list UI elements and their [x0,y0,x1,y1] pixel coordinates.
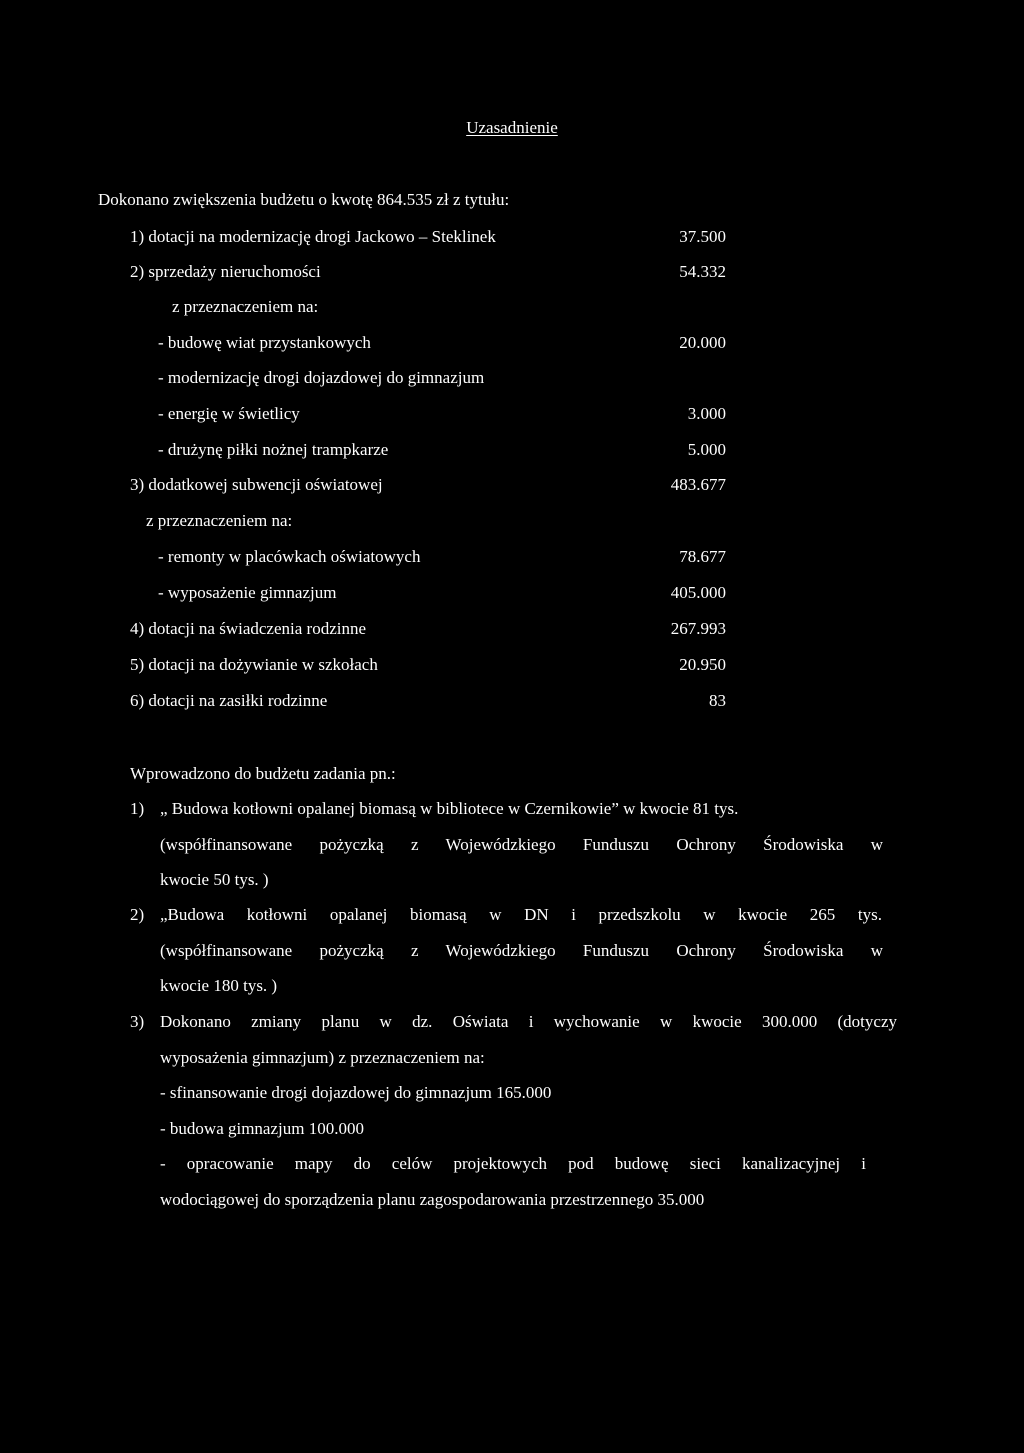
income-item-2-sub-3-amount: 3.000 [687,404,726,423]
income-item-4-label: 4) dotacji na świadczenia rodzinne [130,619,367,638]
intro-text: Dokonano zwiększenia budżetu o kwotę 864.535 zł z tytułu: [98,190,510,209]
document-title: Uzasadnienie [466,118,558,137]
income-item-2-sub-1-label: - budowę wiat przystankowych [158,333,371,352]
income-item-3-sub-1-label: - remonty w placówkach oświatowych [158,547,421,566]
task-3-number: 3) [130,1012,145,1031]
income-item-2-sub-1-amount: 20.000 [679,333,726,352]
income-item-2-sub-4-amount: 5.000 [687,440,726,459]
income-item-2-sub-header: z przeznaczeniem na: [172,297,319,316]
income-item-3-sub-1-amount: 78.677 [679,547,726,566]
income-item-2-sub-2-label: - modernizację drogi dojazdowej do gimnazjum [158,368,485,387]
income-item-2-sub-4-label: - drużynę piłki nożnej trampkarze [158,440,389,459]
income-item-3-amount: 483.677 [670,475,726,494]
task-3-line-5: - opracowanie mapy do celów projektowych pod budowę sieci kanalizacyjnej i [160,1154,866,1173]
task-3-line-6: wodociągowej do sporządzenia planu zagospodarowania przestrzennego 35.000 [160,1190,705,1209]
income-item-3-label: 3) dodatkowej subwencji oświatowej [130,475,383,494]
income-item-1-label: 1) dotacji na modernizację drogi Jackowo – Steklinek [130,227,496,246]
task-1-line-2: (współfinansowane pożyczką z Wojewódzkiego Funduszu Ochrony Środowiska w [160,835,883,854]
income-item-3-sub-header: z przeznaczeniem na: [146,511,293,530]
income-item-5-label: 5) dotacji na dożywianie w szkołach [130,655,378,674]
task-2-number: 2) [130,905,145,924]
income-item-6-amount: 83 [709,691,726,710]
income-item-6-label: 6) dotacji na zasiłki rodzinne [130,691,328,710]
income-item-2-label: 2) sprzedaży nieruchomości [130,262,321,281]
income-item-1-amount: 37.500 [679,227,726,246]
task-2-line-3: kwocie 180 tys. ) [160,976,278,995]
task-1-line-3: kwocie 50 tys. ) [160,870,269,889]
task-3-line-2: wyposażenia gimnazjum) z przeznaczeniem na: [160,1048,485,1067]
tasks-header: Wprowadzono do budżetu zadania pn.: [130,764,396,783]
income-item-2-sub-3-label: - energię w świetlicy [158,404,300,423]
income-item-3-sub-2-amount: 405.000 [670,583,726,602]
income-item-3-sub-2-label: - wyposażenie gimnazjum [158,583,337,602]
task-3-line-3: - sfinansowanie drogi dojazdowej do gimnazjum 165.000 [160,1083,552,1102]
task-1-line-1: „ Budowa kotłowni opalanej biomasą w bibliotece w Czernikowie” w kwocie 81 tys. [160,799,739,818]
task-3-line-4: - budowa gimnazjum 100.000 [160,1119,364,1138]
task-1-number: 1) [130,799,145,818]
task-2-line-2: (współfinansowane pożyczką z Wojewódzkiego Funduszu Ochrony Środowiska w [160,941,883,960]
income-item-4-amount: 267.993 [670,619,726,638]
income-item-5-amount: 20.950 [679,655,726,674]
income-item-2-amount: 54.332 [679,262,726,281]
task-3-line-1: Dokonano zmiany planu w dz. Oświata i wychowanie w kwocie 300.000 (dotyczy [160,1012,897,1031]
task-2-line-1: „Budowa kotłowni opalanej biomasą w DN i przedszkolu w kwocie 265 tys. [160,905,882,924]
